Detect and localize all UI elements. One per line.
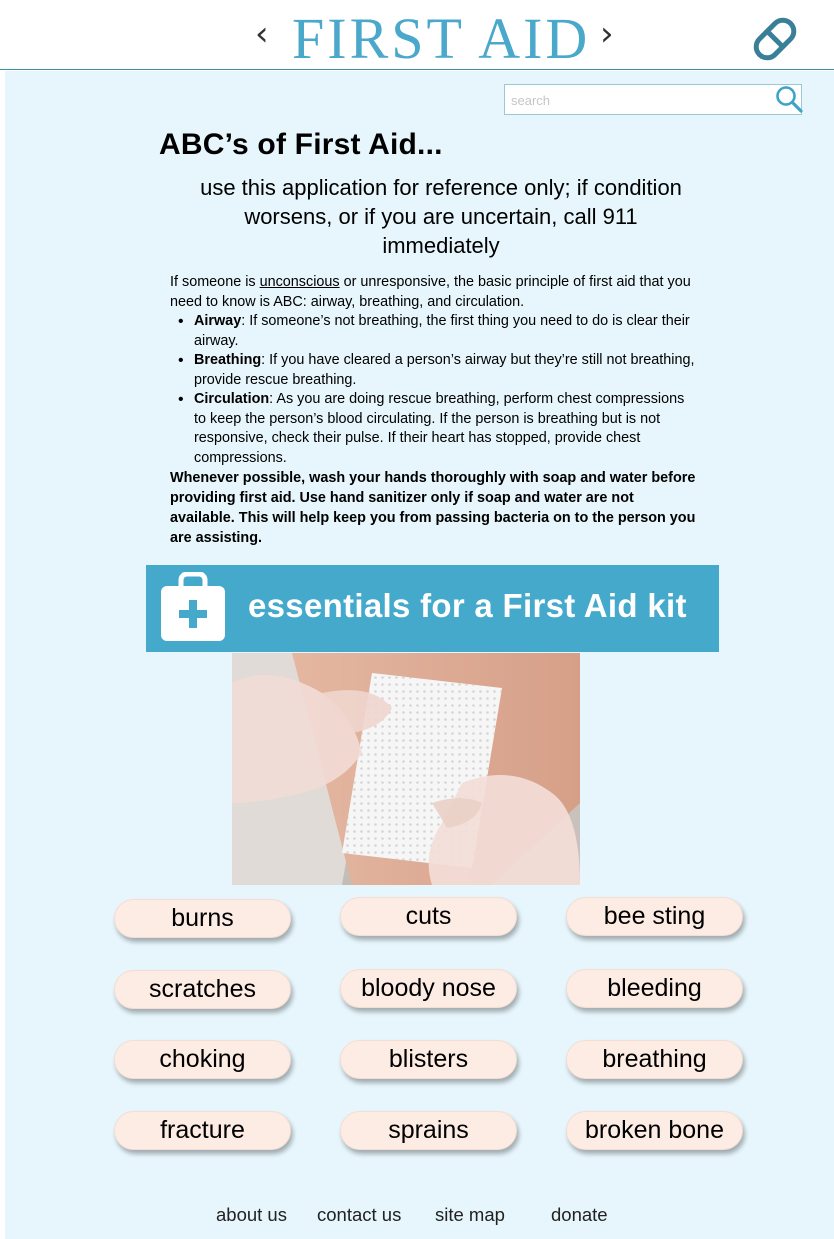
topic-button-cuts[interactable]: cuts: [340, 897, 517, 936]
app-header: [0, 0, 834, 70]
intro-paragraph: If someone is unconscious or unresponsive, the basic principle of first aid that you need to know is ABC: airway, breathing, and circulation.: [170, 274, 691, 310]
footer-link-site-map[interactable]: site map: [435, 1204, 505, 1225]
topic-button-breathing[interactable]: breathing: [566, 1040, 743, 1079]
footer-link-donate[interactable]: donate: [551, 1204, 608, 1225]
kit-banner-label: essentials for a First Aid kit: [248, 587, 687, 624]
page-title: ABC’s of First Aid...: [159, 128, 443, 161]
topic-button-blisters[interactable]: blisters: [340, 1040, 517, 1079]
pill-icon[interactable]: [748, 12, 802, 66]
abc-list: [194, 312, 700, 468]
footer-link-about-us[interactable]: about us: [216, 1204, 287, 1225]
topic-button-bloody-nose[interactable]: bloody nose: [340, 969, 517, 1008]
topic-button-bee-sting[interactable]: bee sting: [566, 897, 743, 936]
list-item: • Breathing: If you have cleared a person’s airway but they’re still not breathing, provide rescue breathing.: [194, 351, 700, 390]
list-item: • Airway: If someone’s not breathing, the first thing you need to do is clear their airway.: [194, 312, 700, 351]
bandage-photo: [232, 653, 580, 885]
warning-notice: use this application for reference only; if condition worsens, or if you are uncertain, call 911 immediately: [200, 175, 682, 258]
brand-title: FIRST AID: [292, 6, 591, 71]
next-arrow-button[interactable]: ›: [600, 14, 614, 54]
topic-button-sprains[interactable]: sprains: [340, 1111, 517, 1150]
article-body: [170, 273, 700, 548]
topic-button-choking[interactable]: choking: [114, 1040, 291, 1079]
search-input[interactable]: [511, 89, 766, 111]
topic-button-broken-bone[interactable]: broken bone: [566, 1111, 743, 1150]
search-icon[interactable]: [774, 84, 804, 114]
topic-button-bleeding[interactable]: bleeding: [566, 969, 743, 1008]
topic-button-burns[interactable]: burns: [114, 899, 291, 938]
list-item: • Circulation: As you are doing rescue breathing, perform chest compressions to keep the person’s blood circulating. If the person is breathing but is not responsive, check their pulse. If their heart has stopped, provide chest compressions.: [194, 390, 700, 468]
hygiene-note: Whenever possible, wash your hands thoroughly with soap and water before providing first aid. Use hand sanitizer only if soap and water are not available. This will help keep you from passing bacteria on to the person you are assisting.: [170, 470, 696, 546]
topic-button-scratches[interactable]: scratches: [114, 970, 291, 1009]
footer-link-contact-us[interactable]: contact us: [317, 1204, 402, 1225]
first-aid-kit-icon: [160, 572, 226, 642]
topic-button-fracture[interactable]: fracture: [114, 1111, 291, 1150]
previous-arrow-button[interactable]: ‹: [255, 14, 269, 54]
unconscious-link[interactable]: unconscious: [259, 274, 340, 290]
first-aid-kit-banner[interactable]: [146, 565, 719, 652]
search-field[interactable]: [504, 84, 802, 115]
